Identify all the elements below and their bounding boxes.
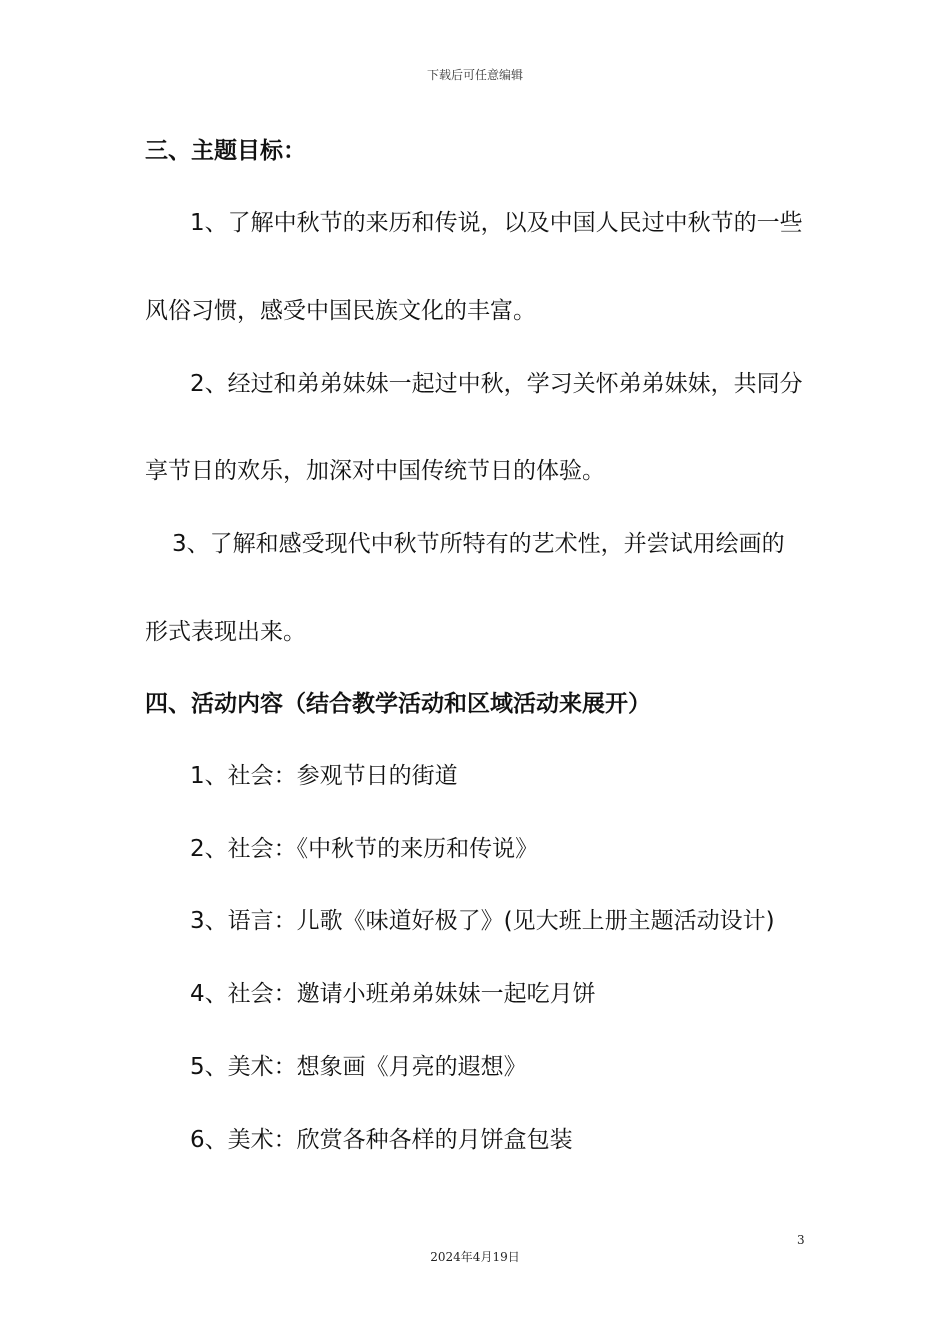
goal-1-line-2: 风俗习惯，感受中国民族文化的丰富。: [145, 298, 536, 324]
page-number: 3: [797, 1233, 805, 1247]
goal-1-line-1: 1、了解中秋节的来历和传说，以及中国人民过中秋节的一些: [190, 210, 803, 236]
goal-3-line-2: 形式表现出来。: [145, 619, 306, 645]
goal-2-line-2: 享节日的欢乐，加深对中国传统节日的体验。: [145, 458, 605, 484]
activity-item-2: 2、社会：《中秋节的来历和传说》: [190, 836, 539, 862]
header-note: 下载后可任意编辑: [426, 68, 523, 82]
goal-3-line-1: 3、了解和感受现代中秋节所特有的艺术性，并尝试用绘画的: [172, 531, 785, 557]
activity-item-3: 3、语言：儿歌《味道好极了》(见大班上册主题活动设计): [190, 908, 775, 934]
activity-item-1: 1、社会：参观节日的街道: [190, 763, 458, 789]
activity-item-5: 5、美术：想象画《月亮的遐想》: [190, 1054, 527, 1080]
section-3-heading: 三、主题目标：: [145, 138, 306, 164]
footer-date: 2024年4月19日: [430, 1250, 520, 1264]
activity-item-6: 6、美术：欣赏各种各样的月饼盒包装: [190, 1127, 573, 1153]
goal-2-line-1: 2、经过和弟弟妹妹一起过中秋，学习关怀弟弟妹妹，共同分: [190, 371, 803, 397]
section-4-heading: 四、活动内容（结合教学活动和区域活动来展开）: [145, 691, 651, 717]
activity-item-4: 4、社会：邀请小班弟弟妹妹一起吃月饼: [190, 981, 596, 1007]
